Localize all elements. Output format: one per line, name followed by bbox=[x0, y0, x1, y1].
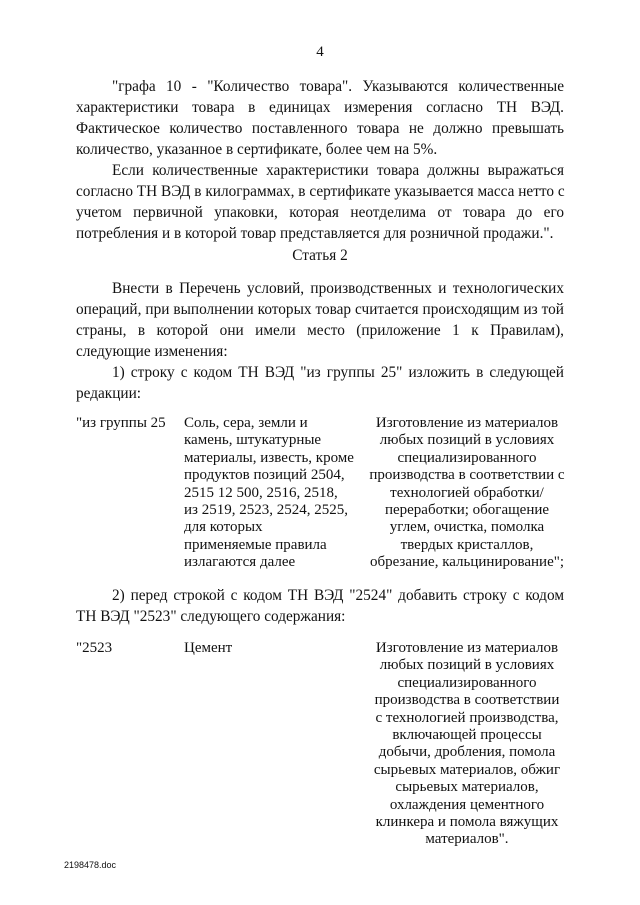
page-number: 4 bbox=[316, 44, 324, 60]
table-code-cell: "из группы 25 bbox=[76, 415, 166, 431]
text-line: Если количественные характеристики товара должны выражаться bbox=[112, 162, 564, 179]
text-line: "графа 10 - "Количество товара". Указываются количественные bbox=[112, 78, 564, 95]
cell-line: Изготовление из материалов bbox=[375, 415, 559, 431]
table-description-cell bbox=[184, 640, 354, 657]
cell-line: 2515 12 500, 2516, 2518, bbox=[184, 484, 338, 501]
cell-line: любых позиций в условиях bbox=[379, 657, 555, 674]
cell-line: переработки; обогащение bbox=[384, 502, 550, 519]
cell-line: включающей процессы bbox=[392, 727, 542, 744]
text-line: следующие изменения: bbox=[76, 343, 228, 360]
cell-line: из 2519, 2523, 2524, 2525, bbox=[184, 502, 348, 519]
text-line: 1) строку с кодом ТН ВЭД "из группы 25" изложить в следующей bbox=[112, 364, 564, 381]
cell-line: производства в соответствии bbox=[374, 692, 560, 709]
cell-line: клинкера и помола вяжущих bbox=[375, 814, 559, 831]
cell-line: любых позиций в условиях bbox=[379, 432, 555, 449]
cell-line: применяемые правила bbox=[184, 536, 327, 553]
text-line: Фактическое количество поставленного товара не должно превышать bbox=[76, 120, 564, 137]
table-condition-cell bbox=[362, 640, 572, 849]
cell-line: специализированного bbox=[397, 449, 537, 466]
cell-line: сырьевых материалов, обжиг bbox=[373, 761, 561, 778]
cell-line: твердых кристаллов, bbox=[400, 536, 534, 553]
text-line: ТН ВЭД "2523" следующего содержания: bbox=[76, 608, 346, 625]
cell-line: производства в соответствии с bbox=[369, 467, 565, 484]
cell-line: технологией обработки/ bbox=[390, 484, 544, 501]
cell-line: излагаются далее bbox=[184, 554, 296, 571]
cell-line: углем, очистка, помолка bbox=[389, 519, 545, 536]
article-heading: Статья 2 bbox=[292, 247, 348, 264]
text-line: учетом первичной упаковки, которая неотделима от товара до его bbox=[76, 204, 564, 221]
text-line: редакции: bbox=[76, 385, 142, 402]
text-line: 2) перед строкой с кодом ТН ВЭД "2524" добавить строку с кодом bbox=[112, 587, 564, 604]
text-line: количество, указанное в сертификате, более чем на 5%. bbox=[76, 141, 438, 158]
cell-line: Цемент bbox=[184, 640, 233, 656]
cell-line: специализированного bbox=[397, 674, 537, 691]
table-condition-cell bbox=[362, 415, 572, 572]
table-code-cell: "2523 bbox=[76, 640, 113, 656]
cell-line: материалы, известь, кроме bbox=[184, 449, 354, 466]
table-description-cell bbox=[184, 415, 354, 572]
cell-line: материалов". bbox=[425, 831, 509, 848]
cell-line: Соль, сера, земли и bbox=[184, 415, 308, 431]
cell-line: для которых bbox=[184, 519, 263, 536]
cell-line: сырьевых материалов, bbox=[395, 779, 539, 796]
text-line: характеристики товара в единицах измерения согласно ТН ВЭД. bbox=[76, 99, 564, 116]
text-line: согласно ТН ВЭД в килограммах, в сертификате указывается масса нетто с bbox=[76, 183, 565, 200]
cell-line: Изготовление из материалов bbox=[375, 640, 559, 656]
cell-line: добычи, дробления, помола bbox=[378, 744, 556, 761]
cell-line: продуктов позиций 2504, bbox=[184, 467, 345, 484]
cell-line: с технологией производства, bbox=[375, 709, 559, 726]
text-line: Внести в Перечень условий, производственных и технологических bbox=[112, 280, 564, 297]
footer-filename: 2198478.doc bbox=[64, 860, 117, 870]
cell-line: охлаждения цементного bbox=[389, 796, 545, 813]
cell-line: обрезание, кальцинирование"; bbox=[369, 554, 565, 571]
text-line: потребления и в которой товар представляется для розничной продажи.". bbox=[76, 225, 554, 242]
text-line: операций, при выполнении которых товар считается происходящим из той bbox=[76, 301, 564, 318]
cell-line: камень, штукатурные bbox=[184, 432, 322, 449]
text-line: страны, в которой они имели место (приложение 1 к Правилам), bbox=[76, 322, 564, 339]
